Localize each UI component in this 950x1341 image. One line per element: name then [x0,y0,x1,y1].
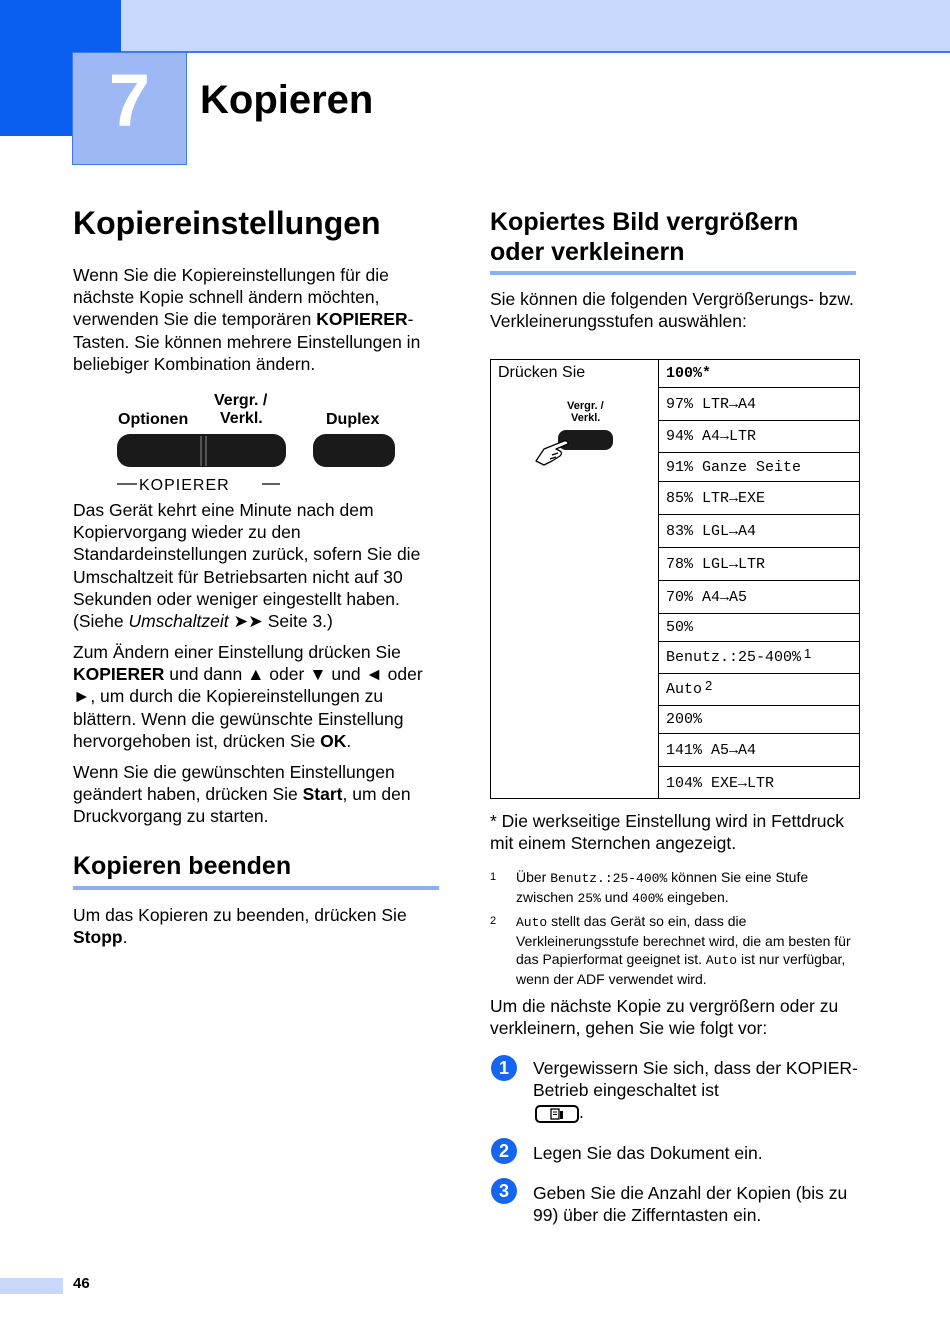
zoom-option-text: 83% LGL→A4 [666,522,757,540]
default-setting-note: * Die werkseitige Einstellung wird in Fettdruck mit einem Sternchen angezeigt. [490,811,845,854]
zoom-option-text: Benutz.:25-400% [666,649,802,666]
zoom-option-text: 100%* [666,364,712,382]
heading-rule [490,271,856,275]
zoom-option-row [659,581,860,614]
footnote-1-number: 1 [490,871,497,883]
pressing-hand-icon [536,441,568,465]
footnote-1: 1 Über Benutz.:25-400% können Sie eine Stufe zwischen 25% und 400% eingeben. [490,869,809,906]
step-3-icon: 3 [491,1178,517,1204]
start-paragraph: Wenn Sie die gewünschten Einstellungen geändert haben, drücken Sie Start, um den Druckvorgang zu starten. [73,762,411,827]
zoom-option-row [659,515,860,548]
vergr-label-line2: Verkl. [220,410,263,427]
zoom-option-row [659,453,860,482]
key-label-line1: Vergr. / [567,400,604,412]
step-3-text: Geben Sie die Anzahl der Kopien (bis zu 99) über die Zifferntasten ein. [533,1183,848,1226]
key-label-line2: Verkl. [571,412,601,424]
section-heading-kopieren-beenden: Kopieren beenden [73,852,292,880]
vergr-key [558,430,613,450]
zoom-option-text: 104% EXE→LTR [666,774,775,792]
zoom-option-text: 200% [666,711,703,728]
levels-intro-paragraph: Sie können die folgenden Vergrößerungs- bzw. Verkleinerungsstufen auswählen: [490,289,854,332]
section-heading-kopiereinstellungen: Kopiereinstellungen [73,205,381,241]
zoom-option-row [659,642,860,674]
zoom-option-text: 85% LTR→EXE [666,489,766,507]
step-2-text: Legen Sie das Dokument ein. [533,1143,763,1163]
zoom-option-row [659,767,860,799]
zoom-option-row [659,614,860,642]
zoom-option-text: 50% [666,619,694,636]
header-band [121,0,950,51]
section-heading-vergroessern: Kopiertes Bild vergrößern oder verkleinern [490,208,799,266]
zoom-option-row [659,482,860,515]
vergr-key-press-illustration [530,395,625,470]
duplex-button [313,434,395,467]
chapter-number: 7 [108,59,151,142]
zoom-option-text: 94% A4→LTR [666,428,757,445]
zoom-option-row [659,548,860,581]
change-setting-paragraph: Zum Ändern einer Einstellung drücken Sie KOPIERER und dann ▲ oder ▼ und ◄ oder ►, um durch die Kopiereinstellungen zu blättern. Wenn die gewünschte Einstellung hervorgehoben ist, drücken Sie OK. [73,642,423,751]
page-number: 46 [73,1275,90,1292]
footer-tab [0,1278,63,1294]
step-1-text: Vergewissern Sie sich, dass der KOPIER-Betrieb eingeschaltet ist . [533,1058,858,1123]
duplex-label: Duplex [326,411,380,428]
press-label: Drücken Sie [498,364,586,381]
header-rule [121,51,950,53]
chapter-title: Kopieren [200,78,374,122]
zoom-option-footnote-ref: 2 [705,678,713,693]
zoom-option-text: 97% LTR→A4 [666,395,757,413]
kopierer-buttons-illustration [110,386,410,496]
copy-mode-key-icon [535,1105,579,1123]
next-copy-paragraph: Um die nächste Kopie zu vergrößern oder zu verkleinern, gehen Sie wie folgt vor: [490,996,839,1039]
zoom-option-row [659,674,860,706]
zoom-option-row [659,734,860,767]
zoom-option-text: 78% LGL→LTR [666,555,766,573]
intro-paragraph: Wenn Sie die Kopiereinstellungen für die nächste Kopie schnell ändern möchten, verwenden Sie die temporären KOPIERER-Tasten. Sie können mehrere Einstellungen in beliebiger Kombination ändern. [73,265,421,374]
footnote-2: 2 Auto stellt das Gerät so ein, dass die Verkleinerungsstufe berechnet wird, die am besten für das Papierformat geeignet ist. Auto ist nur verfügbar, wenn der ADF verwendet wird. [490,913,851,987]
heading-rule [73,886,439,890]
vergr-label-line1: Vergr. / [214,392,268,409]
step-1-icon: 1 [491,1055,517,1081]
step-2-icon: 2 [491,1138,517,1164]
optionen-label: Optionen [118,411,189,428]
zoom-option-row [659,388,860,421]
zoom-option-row [659,359,860,388]
kopierer-group-label: KOPIERER [139,477,230,494]
zoom-option-text: 141% A5→A4 [666,741,757,759]
zoom-option-text: 91% Ganze Seite [666,458,802,476]
timeout-paragraph: Das Gerät kehrt eine Minute nach dem Kopiervorgang wieder zu den Standardeinstellungen zurück, sofern Sie die Umschaltzeit für Betriebsarten nicht auf 30 Sekunden oder weniger eingestellt haben. (Siehe Umschaltzeit ➤➤ Seite 3.) [73,500,421,632]
stop-paragraph: Um das Kopieren zu beenden, drücken Sie Stopp. [73,905,407,948]
zoom-option-footnote-ref: 1 [804,646,812,661]
footnote-2-number: 2 [490,915,497,927]
zoom-option-text: Auto [666,681,703,698]
zoom-option-row [659,706,860,734]
zoom-option-row [659,421,860,453]
zoom-option-text: 70% A4→A5 [666,588,748,606]
